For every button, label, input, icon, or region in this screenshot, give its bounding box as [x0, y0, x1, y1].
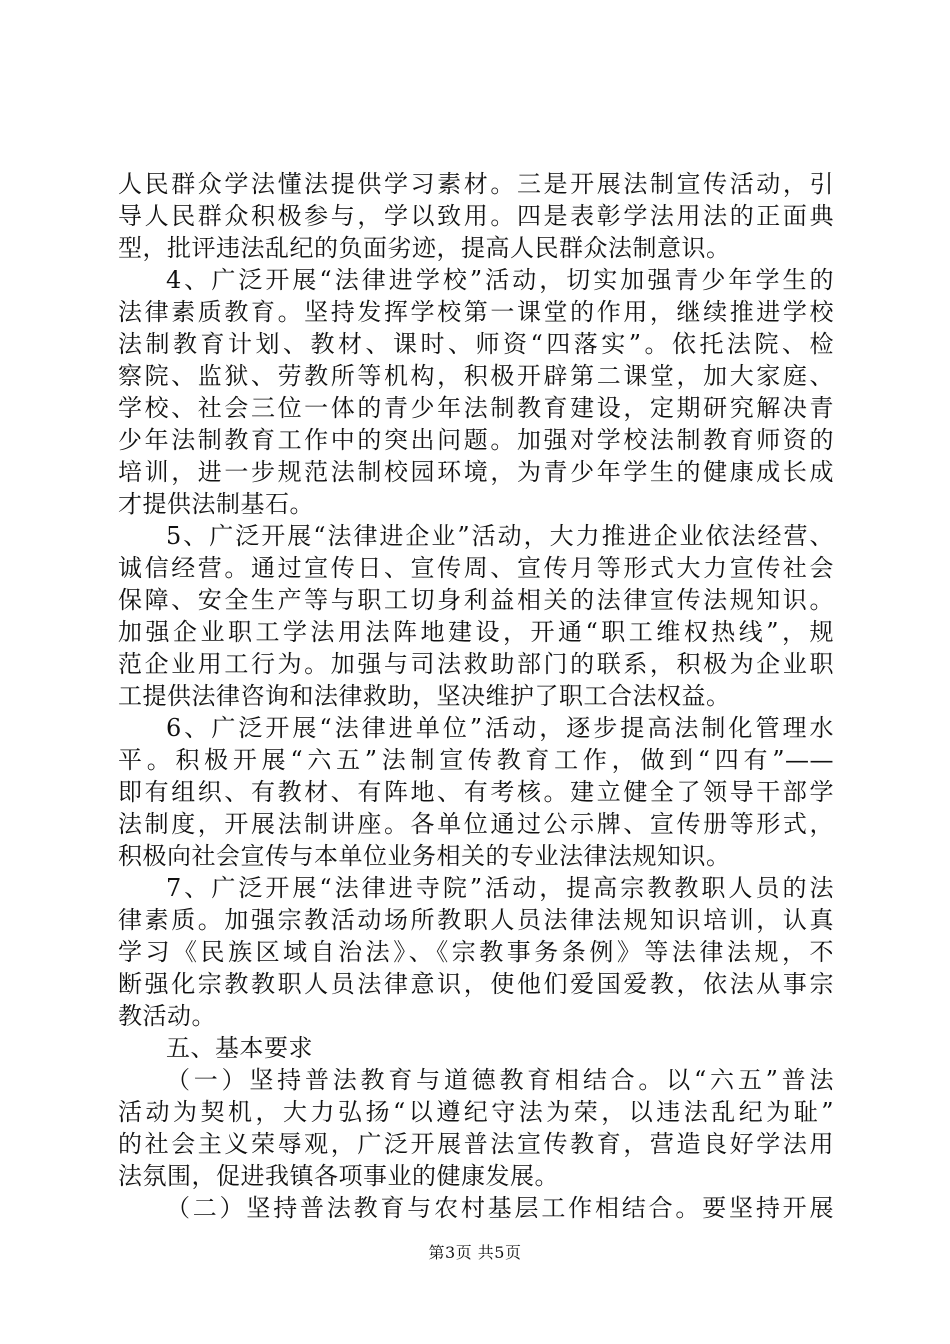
paragraph-line: 法制教育计划、教材、课时、师资“四落实”。依托法院、检: [118, 330, 834, 358]
paragraph-line: 保障、安全生产等与职工切身利益相关的法律宣传法规知识。: [118, 586, 834, 614]
paragraph-line: 活动为契机，大力弘扬“以遵纪守法为荣，以违法乱纪为耻”: [118, 1098, 834, 1126]
page-footer: 第3页 共5页: [428, 1243, 522, 1262]
paragraph-first-line: 6、广泛开展“法律进单位”活动，逐步提高法制化管理水: [166, 714, 834, 742]
paragraph-line: 导人民群众积极参与，学以致用。四是表彰学法用法的正面典: [118, 202, 834, 230]
paragraph-line: 的社会主义荣辱观，广泛开展普法宣传教育，营造良好学法用: [118, 1130, 834, 1158]
paragraph-line: 诚信经营。通过宣传日、宣传周、宣传月等形式大力宣传社会: [118, 554, 834, 582]
paragraph-line: 积极向社会宣传与本单位业务相关的专业法律法规知识。: [118, 842, 731, 870]
paragraph-line: 少年法制教育工作中的突出问题。加强对学校法制教育师资的: [118, 426, 834, 454]
paragraph-line: 培训，进一步规范法制校园环境，为青少年学生的健康成长成: [118, 458, 834, 486]
paragraph-first-line: （一）坚持普法教育与道德教育相结合。以“六五”普法: [166, 1066, 834, 1094]
paragraph-line: 才提供法制基石。: [118, 490, 314, 518]
paragraph-line: 察院、监狱、劳教所等机构，积极开辟第二课堂，加大家庭、: [118, 362, 834, 390]
paragraph-line: 平。积极开展“六五”法制宣传教育工作，做到“四有”——: [118, 746, 834, 774]
paragraph-line: 法制度，开展法制讲座。各单位通过公示牌、宣传册等形式，: [118, 810, 834, 838]
paragraph-first-line: 5、广泛开展“法律进企业”活动，大力推进企业依法经营、: [166, 522, 834, 550]
paragraph-line: 断强化宗教教职人员法律意识，使他们爱国爱教，依法从事宗: [118, 970, 834, 998]
paragraph-line: 人民群众学法懂法提供学习素材。三是开展法制宣传活动，引: [118, 170, 834, 198]
paragraph-first-line: 4、广泛开展“法律进学校”活动，切实加强青少年学生的: [166, 266, 834, 294]
paragraph-line: 律素质。加强宗教活动场所教职人员法律法规知识培训，认真: [118, 906, 834, 934]
paragraph-line: 即有组织、有教材、有阵地、有考核。建立健全了领导干部学: [118, 778, 834, 806]
paragraph-first-line: 7、广泛开展“法律进寺院”活动，提高宗教教职人员的法: [166, 874, 834, 902]
paragraph-first-line: 五、基本要求: [166, 1034, 313, 1062]
paragraph-line: 范企业用工行为。加强与司法救助部门的联系，积极为企业职: [118, 650, 834, 678]
paragraph-first-line: （二）坚持普法教育与农村基层工作相结合。要坚持开展: [166, 1194, 834, 1222]
paragraph-line: 工提供法律咨询和法律救助，坚决维护了职工合法权益。: [118, 682, 731, 710]
paragraph-line: 学校、社会三位一体的青少年法制教育建设，定期研究解决青: [118, 394, 834, 422]
document-body: [118, 168, 834, 1224]
paragraph-line: 法律素质教育。坚持发挥学校第一课堂的作用，继续推进学校: [118, 298, 834, 326]
paragraph-line: 教活动。: [118, 1002, 216, 1030]
paragraph-line: 法氛围，促进我镇各项事业的健康发展。: [118, 1162, 559, 1190]
paragraph-line: 学习《民族区域自治法》、《宗教事务条例》等法律法规，不: [118, 938, 834, 966]
paragraph-line: 型，批评违法乱纪的负面劣迹，提高人民群众法制意识。: [118, 234, 731, 262]
paragraph-line: 加强企业职工学法用法阵地建设，开通“职工维权热线”，规: [118, 618, 834, 646]
